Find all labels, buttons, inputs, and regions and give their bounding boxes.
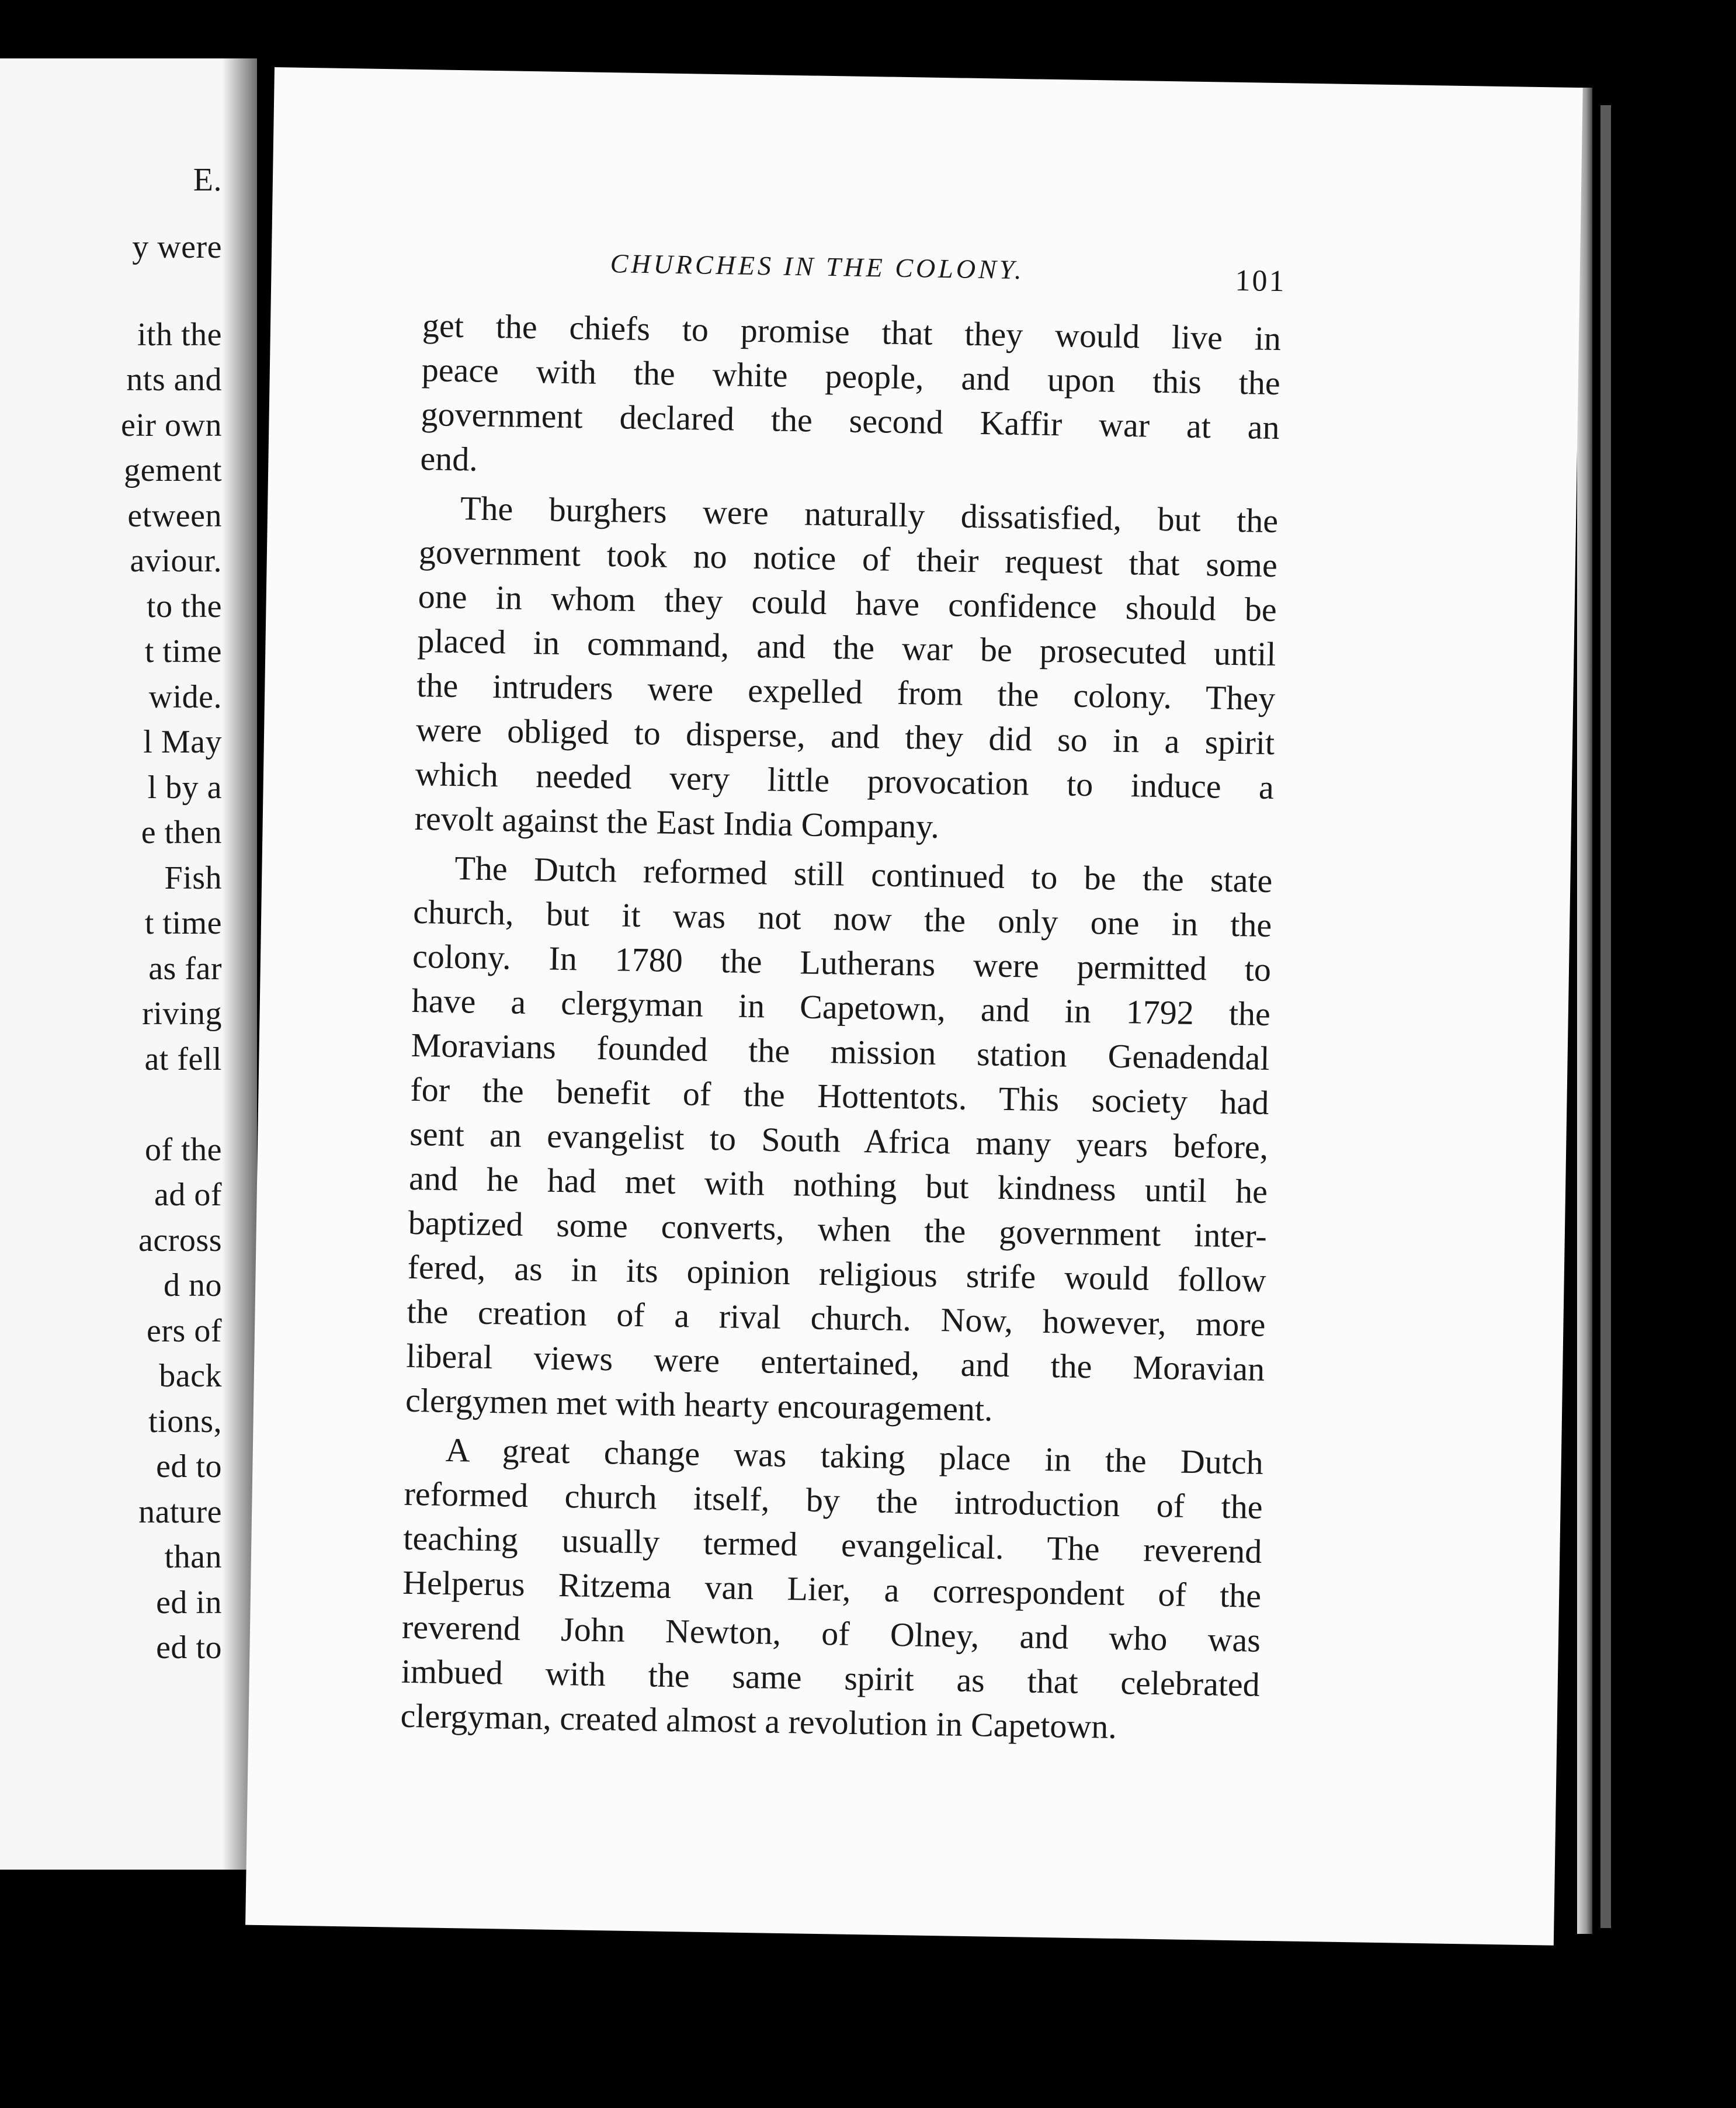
- left-page-fragment: ed in: [156, 1585, 222, 1621]
- text-line: The Dutch reformed still continued to be the state: [454, 849, 1273, 900]
- text-line: and he had met with nothing but kindness until he: [408, 1159, 1268, 1211]
- left-page-fragment: l by a: [147, 769, 222, 806]
- body-text: [400, 303, 1282, 1756]
- page-edge: [1577, 88, 1592, 1934]
- text-line: baptized some converts, when the government inter-: [408, 1203, 1268, 1255]
- page-number: 101: [1235, 264, 1286, 299]
- text-line: which needed very little provocation to induce a: [415, 754, 1275, 807]
- text-line: A great change was taking place in the Dutch: [445, 1430, 1264, 1482]
- left-page-fragment: eir own: [120, 407, 222, 443]
- left-page-fragment: t time: [144, 905, 222, 941]
- left-page-fragment: to the: [147, 588, 222, 625]
- text-line: sent an evangelist to South Africa many years before,: [409, 1114, 1269, 1166]
- text-line: placed in command, and the war be prosecuted until: [417, 621, 1276, 674]
- text-line: colony. In 1780 the Lutherans were permitted to: [412, 937, 1272, 989]
- left-page-fragment: than: [164, 1539, 222, 1575]
- paragraph: [420, 303, 1282, 494]
- text-line: clergymen met with hearty encouragement.: [405, 1381, 994, 1429]
- text-line: church, but it was not now the only one in the: [412, 892, 1272, 944]
- text-line: were obliged to disperse, and they did so in a spirit: [415, 710, 1275, 762]
- left-page-fragment: Fish: [164, 860, 222, 896]
- text-line: liberal views were entertained, and the Moravian: [405, 1336, 1265, 1388]
- text-line: the creation of a rival church. Now, however, more: [407, 1292, 1266, 1344]
- text-line: government declared the second Kaffir war at an: [421, 395, 1280, 447]
- text-line: clergyman, created almost a revolution in Capetown.: [400, 1696, 1117, 1746]
- text-line: Helperus Ritzema van Lier, a correspondent of the: [402, 1563, 1262, 1615]
- left-page-fragment: of the: [144, 1132, 222, 1168]
- paragraph: [414, 486, 1278, 854]
- left-page-fragment: d no: [164, 1267, 222, 1303]
- text-line: for the benefit of the Hottentots. This society had: [410, 1070, 1269, 1122]
- left-page-fragment: as far: [148, 951, 222, 987]
- text-line: reverend John Newton, of Olney, and who was: [401, 1607, 1261, 1659]
- running-head: CHURCHES IN THE COLONY.: [610, 248, 1025, 285]
- text-line: teaching usually termed evangelical. The reverend: [402, 1518, 1262, 1570]
- left-page-fragment: ed to: [156, 1629, 222, 1666]
- text-line: Moravians founded the mission station Genadendal: [411, 1025, 1270, 1077]
- text-line: fered, as in its opinion religious strife would follow: [407, 1247, 1267, 1299]
- left-page-fragment: e then: [141, 814, 222, 851]
- text-line: reformed church itself, by the introduction of the: [404, 1474, 1263, 1526]
- text-line: end.: [420, 439, 478, 479]
- paragraph: [400, 1427, 1263, 1752]
- text-line: one in whom they could have confidence should be: [418, 577, 1277, 629]
- left-page-fragment: ith the: [137, 317, 222, 353]
- left-page-fragment: riving: [142, 996, 222, 1032]
- left-page-fragment: ers of: [147, 1313, 222, 1349]
- text-line: peace with the white people, and upon this the: [421, 351, 1281, 403]
- text-line: government took no notice of their request that some: [418, 532, 1278, 585]
- left-page-fragment: etween: [127, 498, 222, 534]
- left-page-fragment: tions,: [148, 1403, 222, 1440]
- page-edge-dark: [1600, 105, 1611, 1928]
- left-page-fragment: gement: [124, 452, 222, 488]
- left-page-fragment: back: [159, 1358, 222, 1394]
- left-page-fragment: t time: [144, 633, 222, 670]
- left-page-fragment: ad of: [154, 1177, 222, 1213]
- left-page-fragment: l May: [143, 724, 222, 760]
- left-page-fragment: at fell: [144, 1041, 222, 1077]
- text-line: revolt against the East India Company.: [414, 799, 940, 846]
- text-line: get the chiefs to promise that they would live in: [422, 306, 1282, 358]
- left-page-fragment: wide.: [148, 679, 222, 715]
- text-line: have a clergyman in Capetown, and in 1792 the: [411, 981, 1271, 1033]
- left-page-fragment: ed to: [156, 1448, 222, 1485]
- text-line: The burghers were naturally dissatisfied, but the: [460, 489, 1279, 540]
- left-page-fragment: nature: [138, 1494, 222, 1530]
- right-page: [245, 67, 1583, 1946]
- left-page: [0, 58, 257, 1870]
- left-page-fragment: across: [138, 1222, 222, 1258]
- text-line: imbued with the same spirit as that celebrated: [401, 1652, 1261, 1704]
- text-line: the intruders were expelled from the colony. They: [416, 665, 1276, 718]
- left-page-fragment: aviour.: [130, 543, 222, 579]
- left-page-fragment: E.: [193, 162, 222, 198]
- left-page-fragment: y were: [132, 229, 222, 265]
- paragraph: [405, 845, 1273, 1436]
- left-page-fragment: nts and: [126, 362, 222, 398]
